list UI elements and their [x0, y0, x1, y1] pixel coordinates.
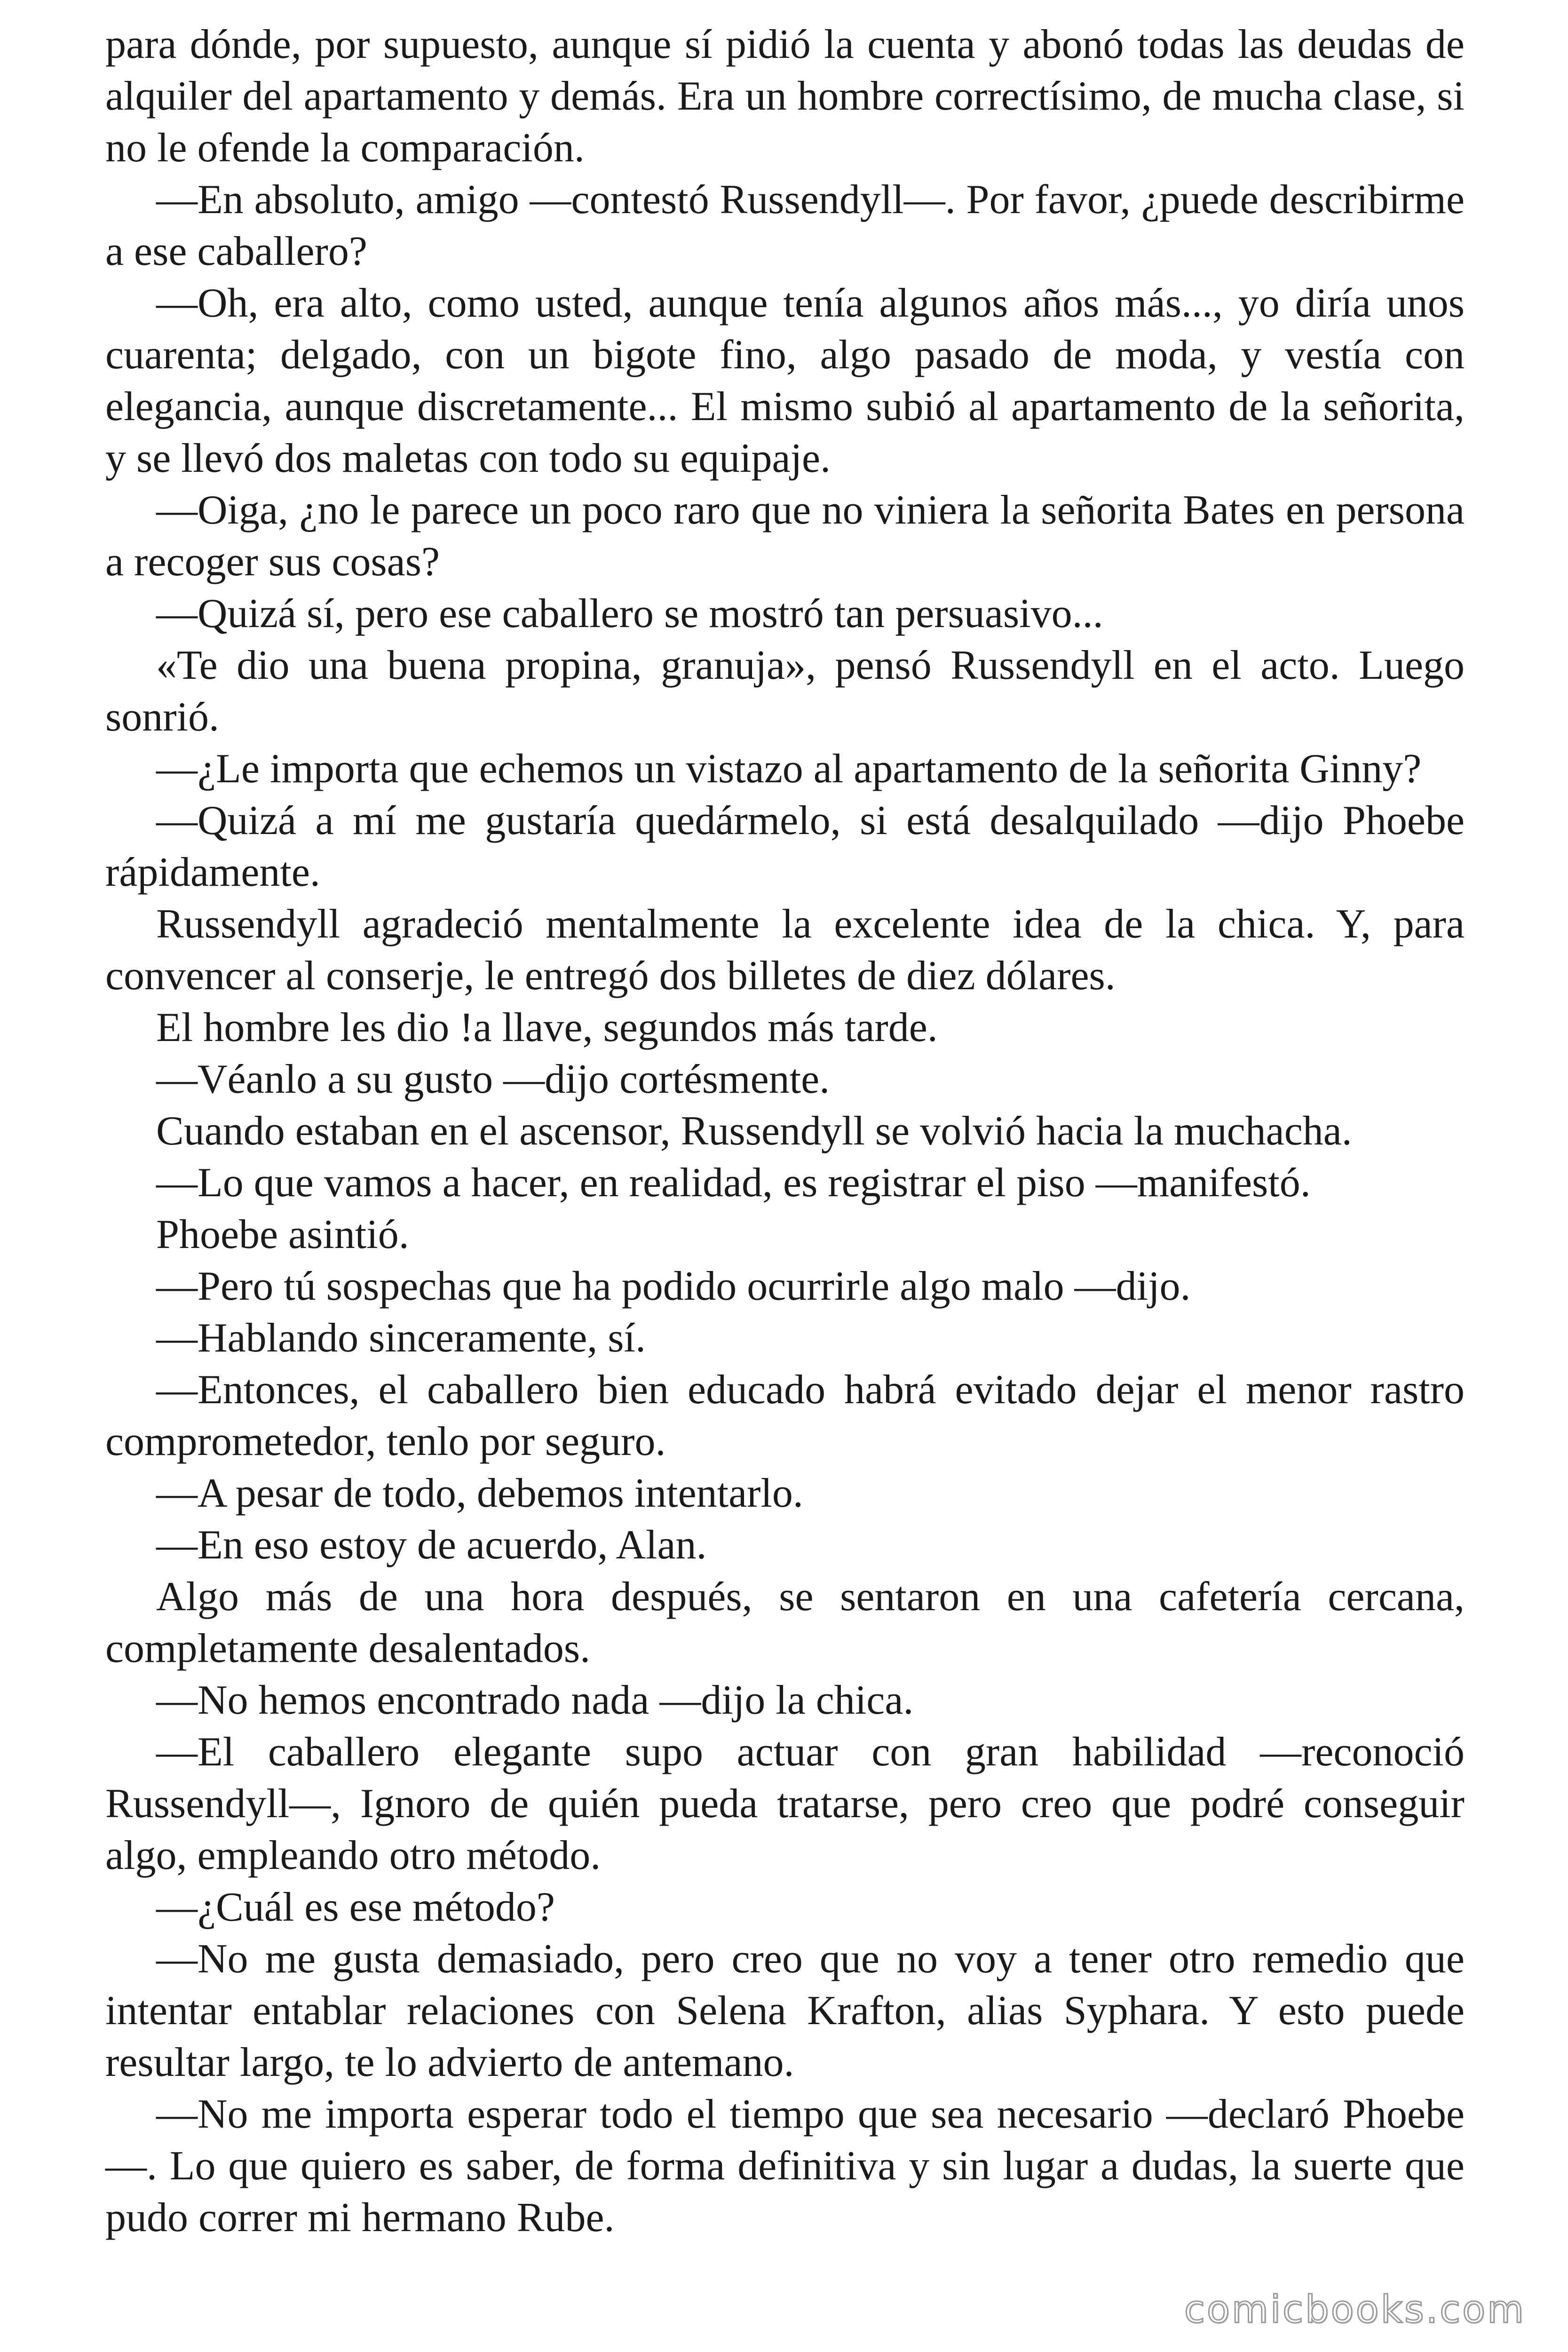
paragraph: —Hablando sinceramente, sí. — [156, 1315, 646, 1361]
paragraph: Cuando estaban en el ascensor, Russendyll se volvió hacia la muchacha. — [156, 1108, 1352, 1154]
paragraph: —Oiga, ¿no le parece un poco raro que no viniera la señorita Bates en persona a recoger sus cosas? — [105, 487, 1465, 585]
paragraph: El hombre les dio !a llave, segundos más tarde. — [156, 1005, 938, 1050]
paragraph: —Oh, era alto, como usted, aunque tenía algunos años más..., yo diría unos cuarenta; delgado, con un bigote fino, algo pasado de moda, y vestía con elegancia, aunque discretamente... El mismo subió al apartamento de la señorita, y se llevó dos maletas con todo su equipaje. — [105, 280, 1465, 481]
paragraph: —Lo que vamos a hacer, en realidad, es registrar el piso —manifestó. — [156, 1160, 1311, 1206]
paragraph: para dónde, por supuesto, aunque sí pidió la cuenta y abonó todas las deudas de alquiler del apartamento y demás. Era un hombre correctísimo, de mucha clase, si no le ofende la comparación. — [105, 22, 1465, 171]
paragraph: —Pero tú sospechas que ha podido ocurrirle algo malo —dijo. — [156, 1263, 1191, 1309]
paragraph: —En absoluto, amigo —contestó Russendyll—. Por favor, ¿puede describirme a ese caballero? — [105, 177, 1465, 274]
paragraph: «Te dio una buena propina, granuja», pensó Russendyll en el acto. Luego sonrió. — [105, 643, 1465, 740]
paragraph: —Quizá sí, pero ese caballero se mostró tan persuasivo... — [156, 591, 1103, 636]
paragraph: Algo más de una hora después, se sentaron en una cafetería cercana, completamente desalentados. — [105, 1574, 1465, 1671]
paragraph: —Véanlo a su gusto —dijo cortésmente. — [156, 1057, 830, 1102]
paragraph: —No hemos encontrado nada —dijo la chica. — [156, 1677, 914, 1723]
paragraph: —No me gusta demasiado, pero creo que no voy a tener otro remedio que intentar entablar relaciones con Selena Krafton, alias Syphara. Y esto puede resultar largo, te lo advierto de antemano. — [105, 1936, 1465, 2085]
paragraph: Phoebe asintió. — [156, 1212, 409, 1257]
paragraph: —En eso estoy de acuerdo, Alan. — [156, 1522, 707, 1568]
paragraph: —Quizá a mí me gustaría quedármelo, si está desalquilado —dijo Phoebe rápidamente. — [105, 798, 1465, 895]
paragraph: —El caballero elegante supo actuar con gran habilidad —reconoció Russendyll—, Ignoro de quién pueda tratarse, pero creo que podré conseguir algo, empleando otro método. — [105, 1729, 1465, 1878]
paragraph: —Entonces, el caballero bien educado habrá evitado dejar el menor rastro comprometedor, tenlo por seguro. — [105, 1367, 1465, 1464]
page-text — [105, 19, 1465, 2244]
paragraph: —No me importa esperar todo el tiempo que sea necesario —declaró Phoebe—. Lo que quiero es saber, de forma definitiva y sin lugar a dudas, la suerte que pudo correr mi hermano Rube. — [105, 2091, 1465, 2241]
paragraph: Russendyll agradeció mentalmente la excelente idea de la chica. Y, para convencer al conserje, le entregó dos billetes de diez dólares. — [105, 901, 1465, 999]
paragraph: —A pesar de todo, debemos intentarlo. — [156, 1470, 803, 1516]
watermark: comicbooks.com — [1184, 2288, 1526, 2331]
paragraph: —¿Le importa que echemos un vistazo al apartamento de la señorita Ginny? — [156, 746, 1422, 792]
paragraph: —¿Cuál es ese método? — [156, 1884, 555, 1930]
